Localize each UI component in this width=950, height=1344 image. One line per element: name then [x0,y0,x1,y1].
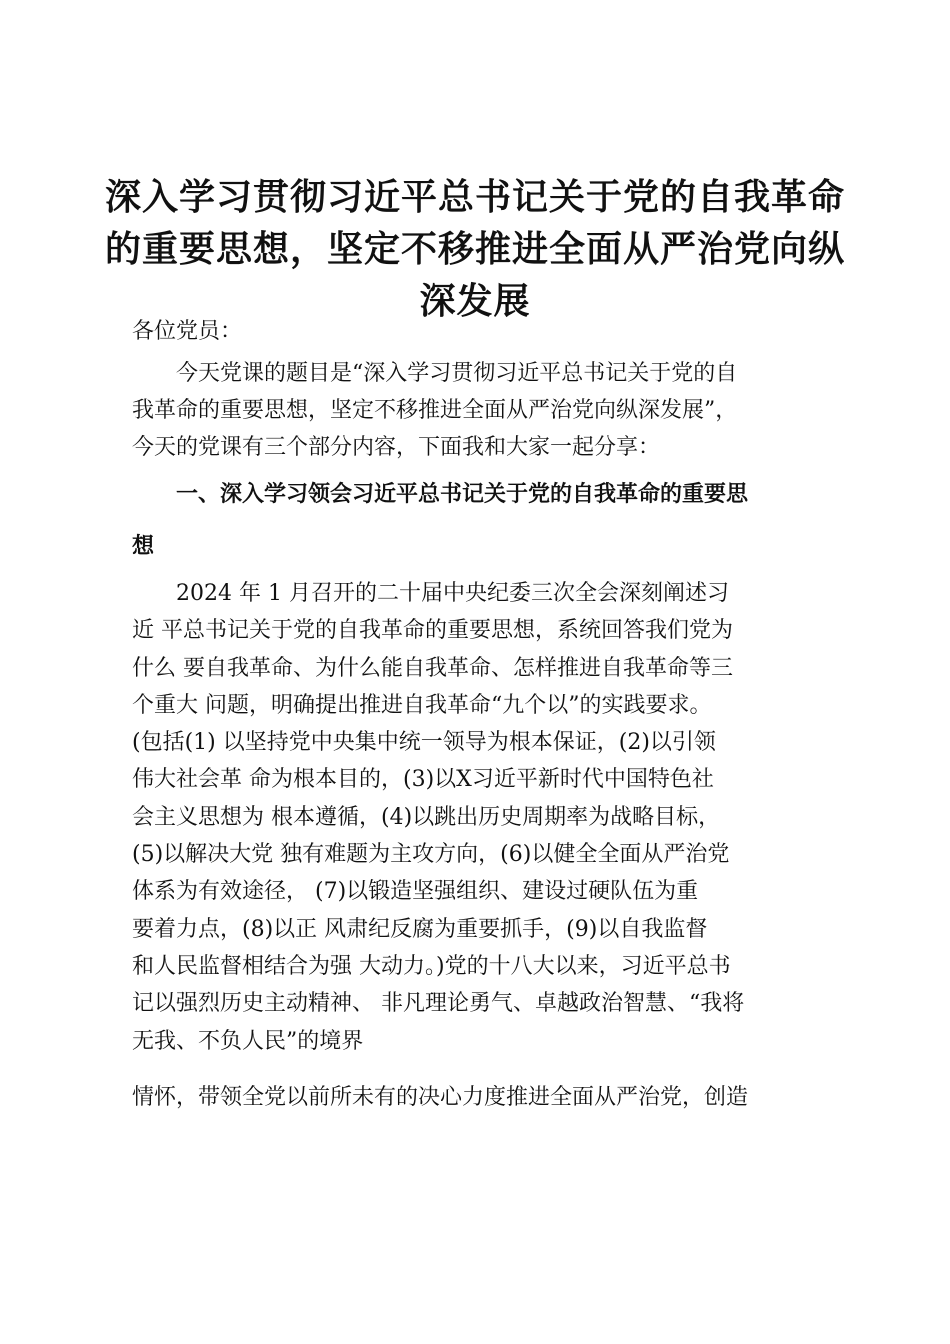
paragraph-line: 记以强烈历史主动精神、 非凡理论勇气、卓越政治智慧、“我将 [132,991,745,1017]
salutation [132,313,832,350]
paragraph-line: 什么 要自我革命、为什么能自我革命、怎样推进自我革命等三 [132,655,733,681]
intro-line: 我革命的重要思想，坚定不移推进全面从严治党向纵深发展”， [132,398,738,423]
paragraph-line: 和人民监督相结合为强 大动力。)党的十八大以来，习近平总书 [132,953,731,979]
paragraph-line: 2024 年 1 月召开的二十届中央纪委三次全会深刻阐述习 [176,581,729,606]
intro-line: 今天党课的题目是“深入学习贯彻习近平总书记关于党的自 [176,361,738,386]
title-line: 深发展 [419,281,531,322]
heading-line: 想 [132,534,155,559]
intro-line: 今天的党课有三个部分内容，下面我和大家一起分享： [132,435,661,460]
paragraph-line: 个重大 问题，明确提出推进自我革命“九个以”的实践要求。 [132,692,712,718]
heading-line: 一、深入学习领会习近平总书记关于党的自我革命的重要思 [176,482,749,507]
body-paragraph [132,575,832,1060]
paragraph-line: (包括(1) 以坚持党中央集中统一领导为根本保证，(2)以引领 [132,730,716,756]
paragraph-line: 无我、不负人民”的境界 [132,1028,364,1054]
section-heading [132,476,832,580]
paragraph-line: 情怀，带领全党以前所未有的决心力度推进全面从严治党，创造 [132,1085,749,1110]
salutation-text: 各位党员： [132,319,243,344]
paragraph-line: (5)以解决大党 独有难题为主攻方向，(6)以健全全面从严治党 [132,842,730,868]
title-line: 的重要思想，坚定不移推进全面从严治党向纵 [104,229,845,270]
title-line: 深入学习贯彻习近平总书记关于党的自我革命 [104,177,845,218]
intro-paragraph [132,355,832,466]
paragraph-line: 体系为有效途径， (7)以锻造坚强组织、建设过硬队伍为重 [132,879,699,905]
paragraph-line: 会主义思想为 根本遵循，(4)以跳出历史周期率为战略目标， [132,804,721,830]
paragraph-line: 要着力点，(8)以正 风肃纪反腐为重要抓手，(9)以自我监督 [132,916,708,942]
document-title [100,172,850,328]
paragraph-line: 近 平总书记关于党的自我革命的重要思想，系统回答我们党为 [132,618,733,644]
paragraph-line: 伟大社会革 命为根本目的，(3)以Ⅹ习近平新时代中国特色社 [132,767,714,793]
continuation-paragraph [132,1079,832,1116]
